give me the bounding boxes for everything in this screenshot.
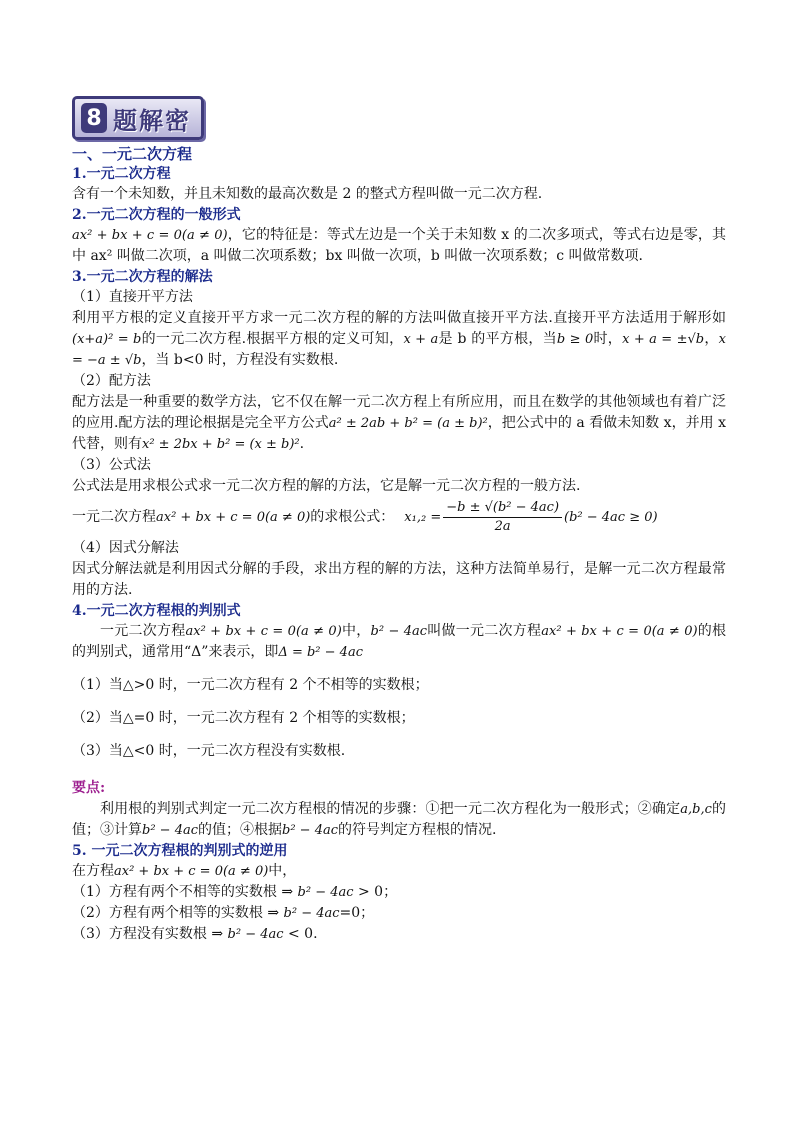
paragraph-general-form bbox=[72, 225, 726, 267]
inverse-item-2 bbox=[72, 903, 726, 924]
method-label-2: （2）配方法 bbox=[72, 373, 151, 389]
section-logo bbox=[72, 96, 204, 140]
text-m1-c: 是 b 的平方根，当 bbox=[438, 331, 557, 347]
math-m1-4: x + a = ±√b bbox=[622, 332, 705, 347]
text-m2-a: 配方法是一种重要的数学方法，它不仅在解一元二次方程上有所应用，而且在数学的其他领域也有着广泛的应用.配方法的理论根据是完全平方公式 bbox=[72, 394, 726, 431]
math-d-3: ax² + bx + c = 0(a ≠ 0) bbox=[541, 624, 698, 639]
math-d-4: Δ = b² − 4ac bbox=[278, 645, 363, 660]
math-inv1: b² − 4ac bbox=[297, 885, 354, 900]
math-key-3: b² − 4ac bbox=[282, 823, 338, 838]
text-m1-a: 利用平方根的定义直接开平方求一元二次方程的解的方法叫做直接开平方法.直接开平方法适用于解形如 bbox=[72, 310, 726, 326]
case-item-1: （1）当△>0 时，一元二次方程有 2 个不相等的实数根； bbox=[72, 677, 429, 693]
text-inv2-a: （2）方程有两个相等的实数根 ⇒ bbox=[72, 905, 280, 921]
math-m2-2: x² ± 2bx + b² = (x ± b)² bbox=[142, 437, 300, 452]
math-d-2: b² − 4ac bbox=[370, 624, 428, 639]
text-inv-b: 中， bbox=[268, 863, 297, 879]
subsection-title-1-1: 1.一元二次方程 bbox=[72, 166, 171, 182]
math-inv2: b² − 4ac bbox=[283, 906, 340, 921]
logo-text: 题解密 bbox=[113, 106, 191, 135]
math-m1-2: x + a bbox=[403, 332, 439, 347]
paragraph-method-1 bbox=[72, 308, 726, 371]
text-general-form: ，它的特征是：等式左边是一个关于未知数 x 的二次多项式，等式右边是零，其中 ax² 叫做二次项，a 叫做二次项系数；bx 叫做一次项，b 叫做一次项系数；c 叫做常数项. bbox=[72, 227, 727, 264]
text-m3-prefix: 一元二次方程 bbox=[72, 509, 156, 525]
subsection-title-1-5: 5. 一元二次方程根的判别式的逆用 bbox=[72, 843, 288, 859]
math-m3-cond: (b² − 4ac ≥ 0) bbox=[564, 510, 658, 525]
logo-badge-icon: 8 bbox=[81, 103, 107, 133]
text-m1-f: ，当 b<0 时，方程没有实数根. bbox=[141, 352, 339, 368]
document-page bbox=[72, 96, 726, 945]
key-points-title: 要点: bbox=[72, 780, 106, 796]
text-inv-a: 在方程 bbox=[72, 863, 114, 879]
paragraph-method-4: 因式分解法就是利用因式分解的手段，求出方程的解的方法，这种方法简单易行，是解一元二次方程最常用的方法. bbox=[72, 561, 726, 598]
text-inv3-a: （3）方程没有实数根 ⇒ bbox=[72, 926, 224, 942]
text-inv2-b: =0； bbox=[339, 905, 375, 921]
paragraph-discriminant bbox=[72, 621, 726, 663]
text-m3-mid: 的求根公式： bbox=[310, 509, 395, 525]
paragraph-definition: 含有一个未知数，并且未知数的最高次数是 2 的整式方程叫做一元二次方程. bbox=[72, 186, 543, 202]
subsection-title-1-2: 2.一元二次方程的一般形式 bbox=[72, 207, 241, 223]
text-key-d: 的符号判定方程根的情况. bbox=[338, 822, 497, 838]
case-item-3: （3）当△<0 时，一元二次方程没有实数根. bbox=[72, 743, 346, 759]
text-d-a: 一元二次方程 bbox=[100, 623, 186, 639]
math-inv3: b² − 4ac bbox=[227, 927, 284, 942]
math-m3-num: −b ± √(b² − 4ac) bbox=[443, 499, 562, 518]
text-d-c: 叫做一元二次方程 bbox=[427, 623, 542, 639]
math-m1-1: (x+a)² = b bbox=[72, 332, 142, 347]
subsection-title-1-4: 4.一元二次方程根的判别式 bbox=[72, 603, 241, 619]
math-m1-3: b ≥ 0 bbox=[556, 332, 594, 347]
text-m2-c: . bbox=[299, 436, 305, 452]
math-d-1: ax² + bx + c = 0(a ≠ 0) bbox=[185, 624, 342, 639]
math-key-2: b² − 4ac bbox=[142, 823, 198, 838]
text-m1-e: ， bbox=[704, 331, 719, 347]
case-item-2: （2）当△=0 时，一元二次方程有 2 个相等的实数根； bbox=[72, 710, 415, 726]
text-key-c: 的值；④根据 bbox=[198, 822, 282, 838]
math-m1-5: x = −a ± √b bbox=[72, 332, 726, 368]
text-inv1-b: > 0； bbox=[358, 884, 398, 900]
method-label-1: （1）直接开平方法 bbox=[72, 289, 193, 305]
text-inv3-b: < 0. bbox=[288, 926, 318, 942]
math-m3-eq: ax² + bx + c = 0(a ≠ 0) bbox=[156, 510, 311, 525]
subsection-title-1-3: 3.一元二次方程的解法 bbox=[72, 269, 213, 285]
section-title-1: 一、一元二次方程 bbox=[72, 145, 193, 163]
inverse-item-3 bbox=[72, 924, 726, 945]
text-inv1-a: （1）方程有两个不相等的实数根 ⇒ bbox=[72, 884, 294, 900]
text-d-b: 中， bbox=[341, 623, 371, 639]
math-m2-1: a² ± 2ab + b² = (a ± b)² bbox=[328, 416, 488, 431]
text-m1-b: 的一元二次方程.根据平方根的定义可知， bbox=[141, 331, 404, 347]
text-key-b: 的值；③计算 bbox=[72, 801, 727, 838]
text-key-a: 利用根的判别式判定一元二次方程根的情况的步骤：①把一元二次方程化为一般形式；②确定 bbox=[100, 801, 681, 817]
math-m3-lhs: x₁,₂ = bbox=[404, 510, 442, 525]
math-m3-den: 2a bbox=[494, 519, 511, 534]
math-general-form: ax² + bx + c = 0(a ≠ 0) bbox=[72, 228, 228, 243]
inverse-item-1 bbox=[72, 882, 726, 903]
paragraph-inverse-intro bbox=[72, 861, 726, 882]
math-inv-intro: ax² + bx + c = 0(a ≠ 0) bbox=[114, 864, 269, 879]
paragraph-key-points bbox=[72, 799, 726, 841]
quadratic-formula-line bbox=[72, 499, 726, 536]
method-label-4: （4）因式分解法 bbox=[72, 540, 179, 556]
paragraph-method-2 bbox=[72, 392, 726, 455]
text-d-d: 的根的判别式，通常用“Δ”来表示，即 bbox=[72, 623, 727, 660]
method-label-3: （3）公式法 bbox=[72, 457, 151, 473]
quadratic-formula-fraction bbox=[443, 499, 562, 536]
text-m2-b: ，把公式中的 a 看做未知数 x，并用 x 代替，则有 bbox=[72, 415, 726, 452]
paragraph-method-3: 公式法是用求根公式求一元二次方程的解的方法，它是解一元二次方程的一般方法. bbox=[72, 478, 581, 494]
math-key-1: a,b,c bbox=[680, 802, 712, 817]
text-m1-d: 时， bbox=[593, 331, 623, 347]
